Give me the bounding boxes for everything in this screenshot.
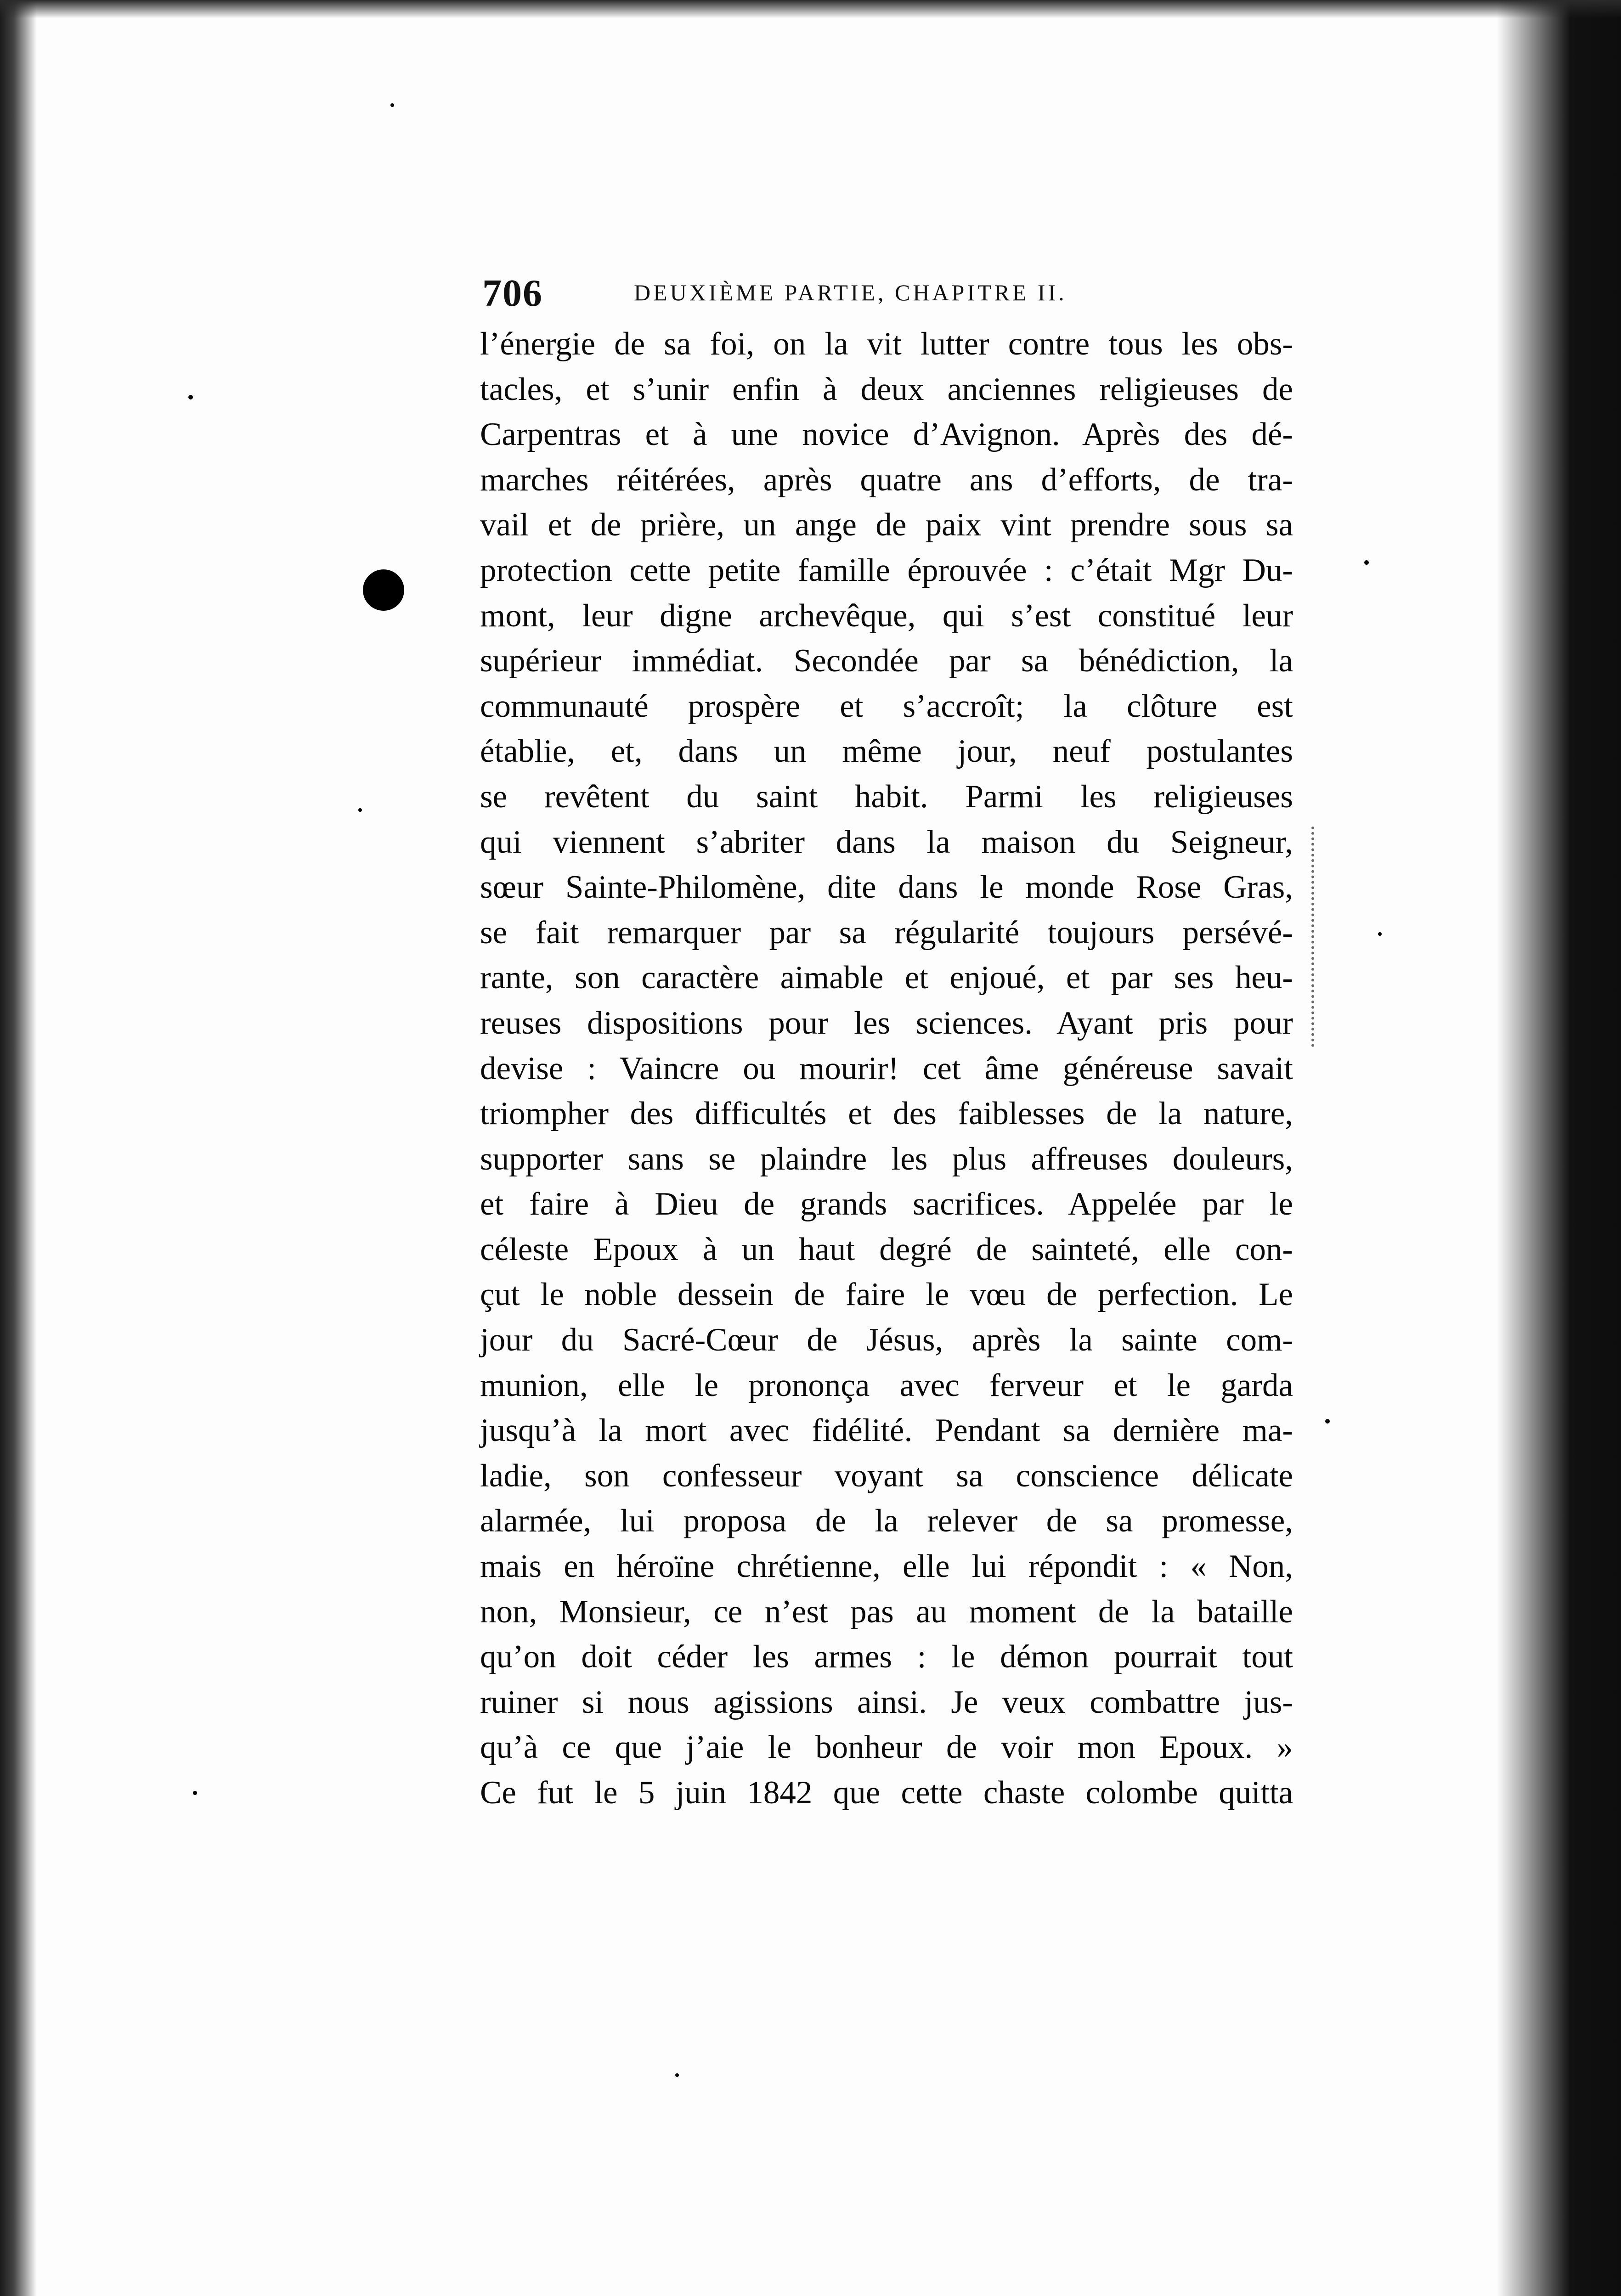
text-line: se revêtent du saint habit. Parmi les religieuses [480, 778, 1293, 815]
text-line: Carpentras et à une novice d’Avignon. Après des dé- [480, 416, 1293, 453]
scan-edge-top [0, 0, 1621, 18]
text-line: communauté prospère et s’accroît; la clôture est [480, 688, 1293, 724]
text-line: rante, son caractère aimable et enjoué, et par ses heu- [480, 960, 1293, 996]
text-line: mont, leur digne archevêque, qui s’est constitué leur [480, 597, 1293, 634]
text-line: qu’on doit céder les armes : le démon pourrait tout [480, 1639, 1293, 1675]
text-line: tacles, et s’unir enfin à deux anciennes religieuses de [480, 371, 1293, 407]
text-line: ruiner si nous agissions ainsi. Je veux combattre jus- [480, 1684, 1293, 1720]
text-line: alarmée, lui proposa de la relever de sa promesse, [480, 1503, 1293, 1539]
speck [1364, 560, 1369, 565]
speck [1378, 932, 1382, 936]
text-line: vail et de prière, un ange de paix vint prendre sous sa [480, 507, 1293, 543]
text-line: supérieur immédiat. Secondée par sa bénédiction, la [480, 643, 1293, 679]
text-line: jour du Sacré-Cœur de Jésus, après la sainte com- [480, 1322, 1293, 1358]
text-line: et faire à Dieu de grands sacrifices. Appelée par le [480, 1186, 1293, 1222]
text-line: qu’à ce que j’aie le bonheur de voir mon Epoux. » [480, 1729, 1293, 1766]
speck [390, 103, 394, 107]
text-line: jusqu’à la mort avec fidélité. Pendant sa dernière ma- [480, 1412, 1293, 1449]
margin-dotted-mark [1311, 827, 1317, 1047]
speck [358, 808, 362, 812]
text-line: supporter sans se plaindre les plus affreuses douleurs, [480, 1141, 1293, 1177]
body-text [480, 321, 1293, 1816]
text-line: ladie, son confesseur voyant sa conscience délicate [480, 1458, 1293, 1494]
speck [1325, 1419, 1330, 1424]
text-line: mais en héroïne chrétienne, elle lui répondit : « Non, [480, 1548, 1293, 1585]
speck [675, 2073, 679, 2077]
text-line: protection cette petite famille éprouvée : c’était Mgr Du- [480, 552, 1293, 588]
page-header [482, 271, 1493, 321]
text-line: munion, elle le prononça avec ferveur et le garda [480, 1367, 1293, 1403]
text-line: çut le noble dessein de faire le vœu de perfection. Le [480, 1277, 1293, 1313]
text-line: céleste Epoux à un haut degré de sainteté, elle con- [480, 1231, 1293, 1267]
text-line: l’énergie de sa foi, on la vit lutter contre tous les obs- [480, 326, 1293, 362]
speck [188, 395, 193, 400]
text-line: triompher des difficultés et des faiblesses de la nature, [480, 1096, 1293, 1132]
text-line: marches réitérées, après quatre ans d’efforts, de tra- [480, 461, 1293, 498]
text-line: se fait remarquer par sa régularité toujours persévé- [480, 914, 1293, 951]
text-line: devise : Vaincre ou mourir! cet âme généreuse savait [480, 1050, 1293, 1086]
text-line: établie, et, dans un même jour, neuf postulantes [480, 733, 1293, 770]
text-line: reuses dispositions pour les sciences. Ayant pris pour [480, 1005, 1293, 1041]
speck [193, 1791, 197, 1795]
text-line: non, Monsieur, ce n’est pas au moment de la bataille [480, 1593, 1293, 1630]
scan-edge-left [0, 0, 37, 2296]
text-line: qui viennent s’abriter dans la maison du Seigneur, [480, 824, 1293, 860]
text-line: sœur Sainte-Philomène, dite dans le monde Rose Gras, [480, 869, 1293, 906]
page-number: 706 [482, 272, 543, 315]
running-head: DEUXIÈME PARTIE, CHAPITRE II. [634, 280, 1067, 305]
text-line: Ce fut le 5 juin 1842 que cette chaste colombe quitta [480, 1775, 1293, 1811]
ink-blot [363, 569, 404, 611]
scan-edge-right [1497, 0, 1621, 2296]
